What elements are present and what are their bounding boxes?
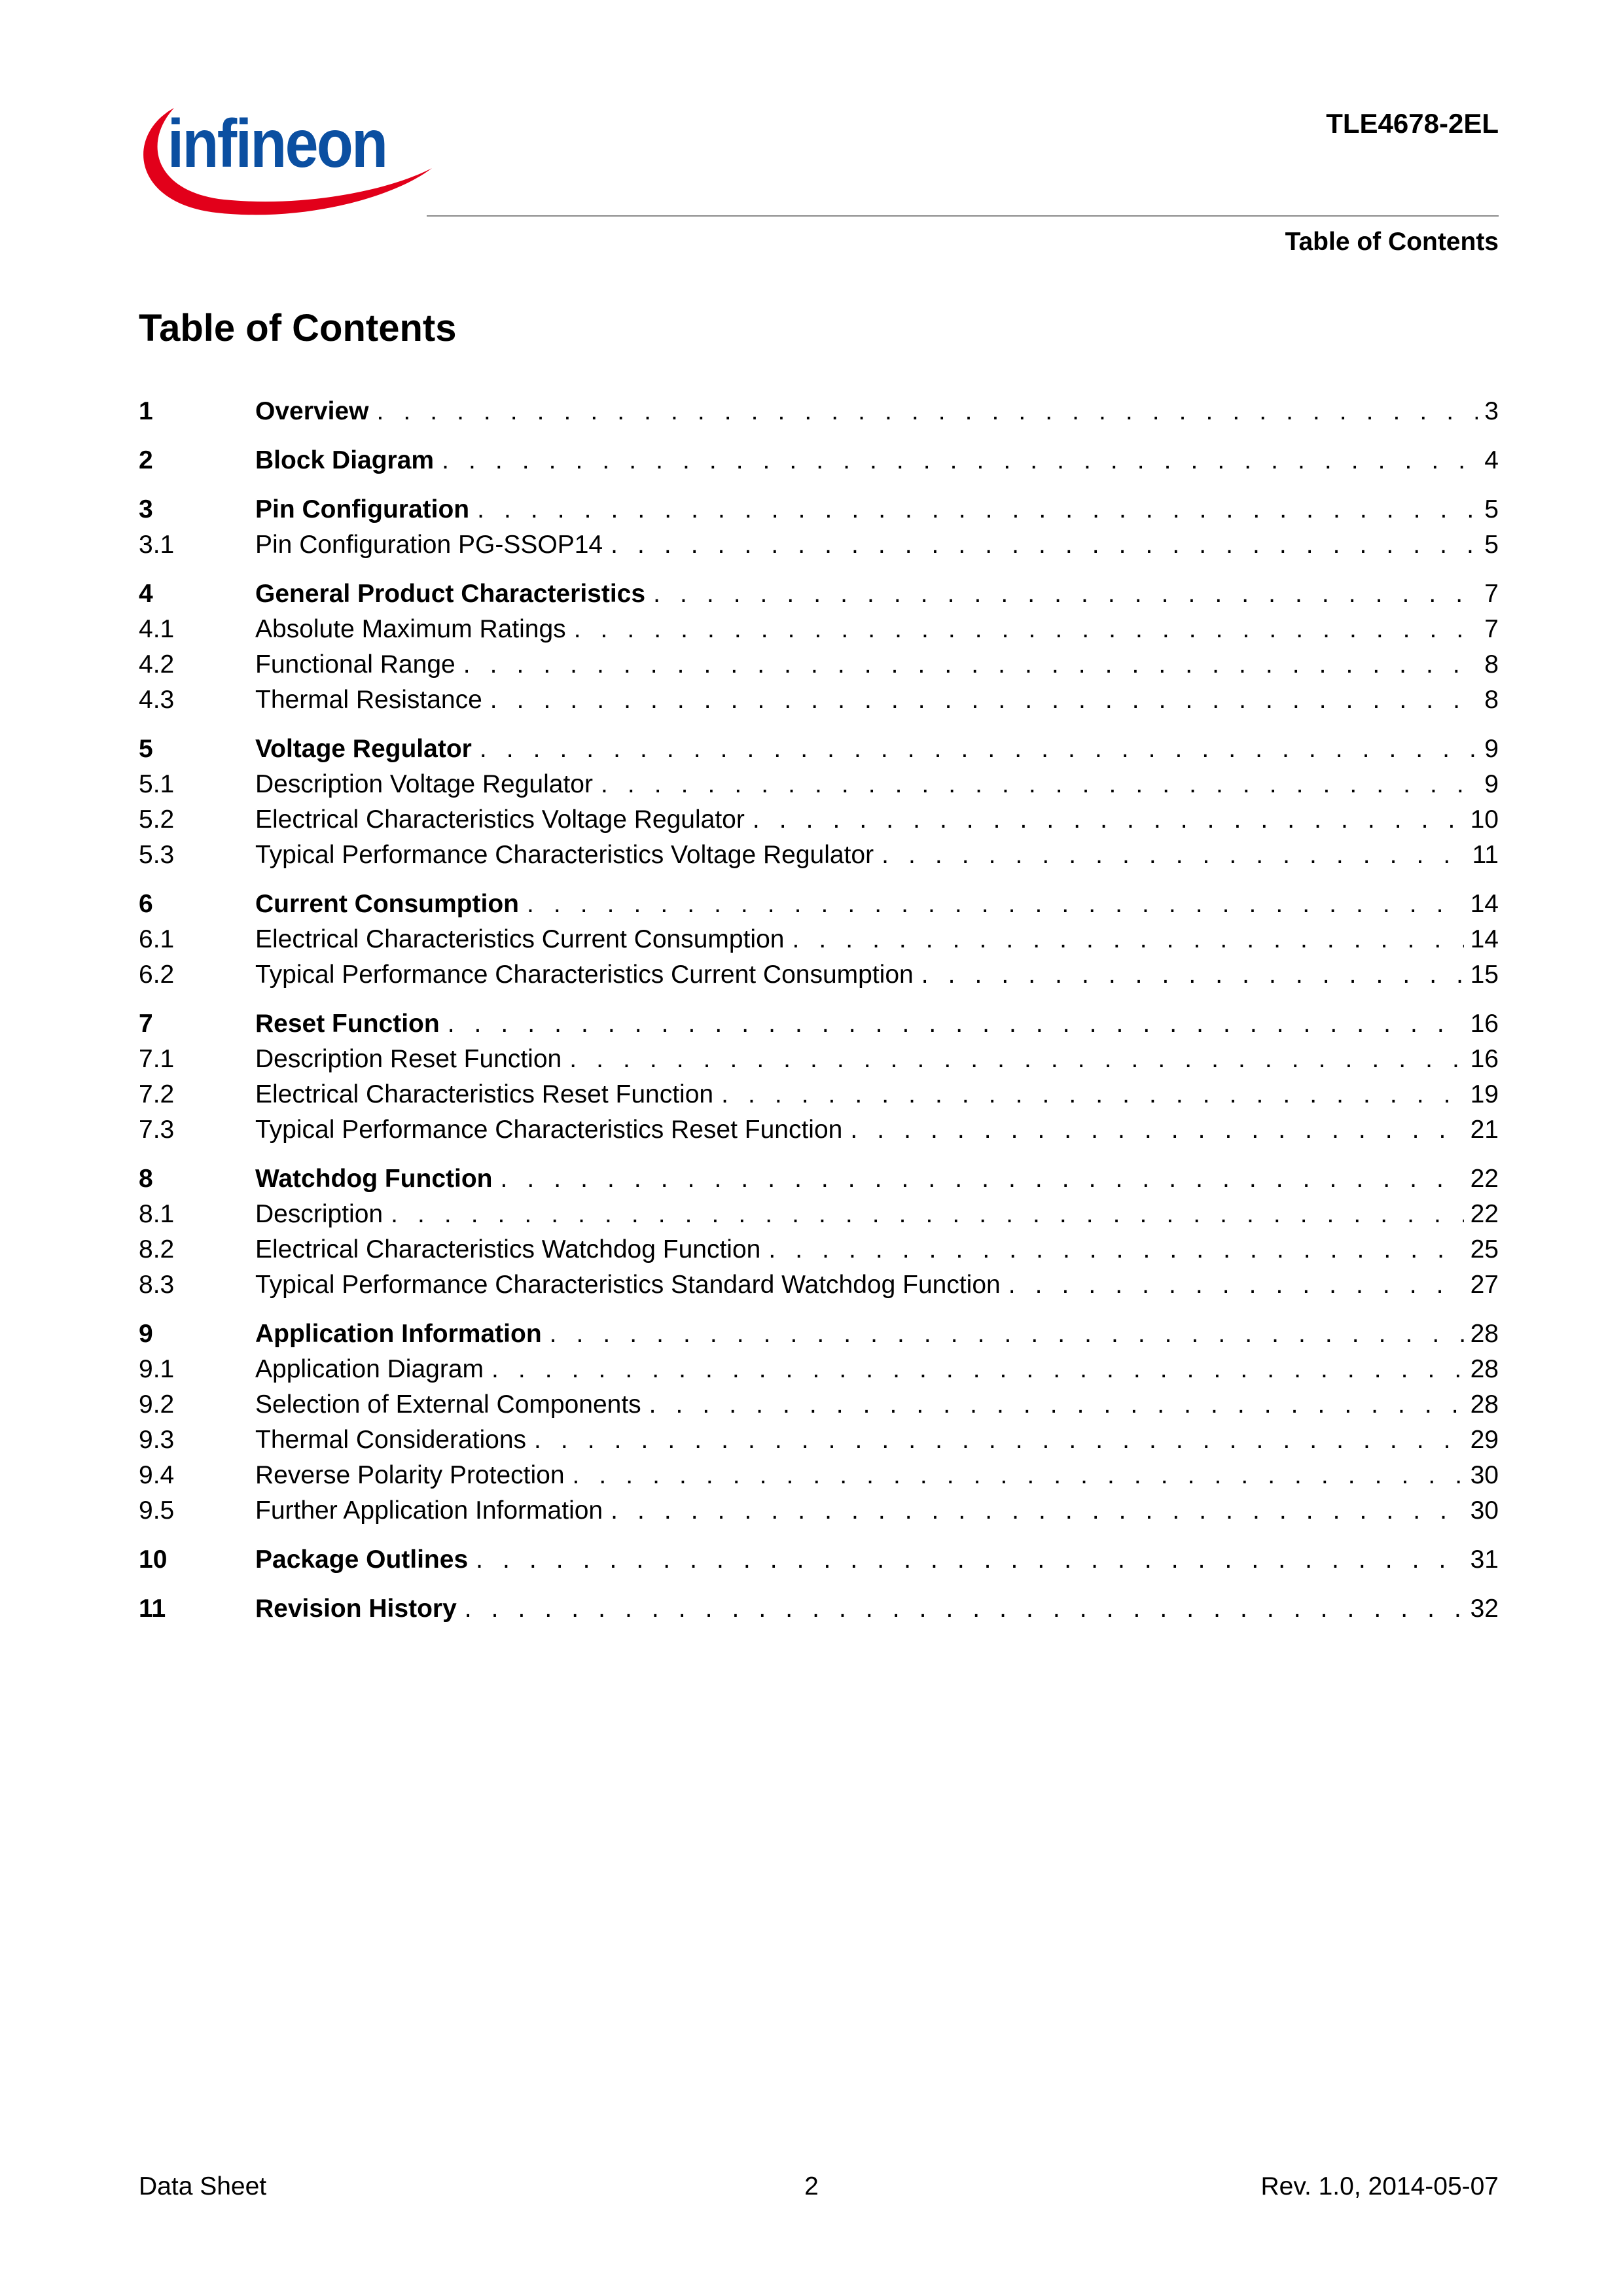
- toc-entry-number: 11: [139, 1595, 166, 1623]
- toc-section-entry[interactable]: [139, 957, 1499, 993]
- toc-entry-page: 5: [1484, 495, 1499, 523]
- toc-entry-page: 9: [1484, 735, 1499, 763]
- toc-section-entry[interactable]: [139, 802, 1499, 838]
- toc-chapter-entry[interactable]: [139, 443, 1499, 478]
- toc-section-entry[interactable]: [139, 1422, 1499, 1458]
- toc-chapter-entry[interactable]: [139, 394, 1499, 429]
- toc-entry-page: 7: [1484, 580, 1499, 608]
- toc-entry-page: 28: [1470, 1320, 1499, 1348]
- toc-entry-title: Typical Performance Characteristics Standard Watchdog Function: [255, 1271, 1001, 1299]
- toc-entry-number: 5.3: [139, 841, 175, 869]
- toc-entry-title: Thermal Considerations: [255, 1426, 527, 1454]
- toc-entry-page: 27: [1470, 1271, 1499, 1299]
- toc-entry-title: Absolute Maximum Ratings: [255, 615, 566, 643]
- page-title: Table of Contents: [139, 307, 457, 349]
- toc-entry-number: 8.1: [139, 1200, 175, 1228]
- toc-chapter-entry[interactable]: [139, 1542, 1499, 1578]
- toc-entry-number: 8: [139, 1165, 153, 1193]
- toc-entry-number: 3: [139, 495, 153, 523]
- header-section-name: Table of Contents: [1285, 228, 1499, 256]
- toc-dot-leader: [463, 647, 1478, 682]
- toc-entry-title: Description: [255, 1200, 383, 1228]
- toc-entry-page: 14: [1470, 890, 1499, 918]
- toc-section-entry[interactable]: [139, 1352, 1499, 1387]
- toc-dot-leader: [573, 1458, 1464, 1493]
- toc-entry-title: Reset Function: [255, 1010, 440, 1038]
- toc-chapter-group: [139, 394, 1499, 429]
- toc-entry-number: 6: [139, 890, 153, 918]
- toc-entry-number: 4.1: [139, 615, 175, 643]
- toc-entry-title: Watchdog Function: [255, 1165, 493, 1193]
- toc-dot-leader: [882, 838, 1465, 873]
- toc-entry-page: 32: [1470, 1595, 1499, 1623]
- toc-dot-leader: [753, 802, 1464, 838]
- toc-chapter-entry[interactable]: [139, 1316, 1499, 1352]
- toc-entry-title: Package Outlines: [255, 1545, 469, 1574]
- toc-dot-leader: [611, 1493, 1464, 1528]
- toc-section-entry[interactable]: [139, 1458, 1499, 1493]
- toc-dot-leader: [491, 1352, 1464, 1387]
- toc-entry-title: Overview: [255, 397, 369, 425]
- toc-entry-title: Revision History: [255, 1595, 457, 1623]
- toc-dot-leader: [550, 1316, 1464, 1352]
- toc-entry-title: Further Application Information: [255, 1496, 603, 1525]
- header-divider: [427, 215, 1499, 217]
- footer-doc-type: Data Sheet: [139, 2172, 267, 2200]
- toc-section-entry[interactable]: [139, 838, 1499, 873]
- toc-entry-title: Voltage Regulator: [255, 735, 472, 763]
- toc-entry-title: General Product Characteristics: [255, 580, 646, 608]
- toc-dot-leader: [490, 682, 1478, 718]
- toc-entry-number: 5.1: [139, 770, 175, 798]
- toc-entry-title: Electrical Characteristics Voltage Regulator: [255, 805, 745, 834]
- footer-page-number: 2: [804, 2172, 819, 2200]
- toc-section-entry[interactable]: [139, 527, 1499, 563]
- toc-entry-page: 21: [1470, 1116, 1499, 1144]
- toc-section-entry[interactable]: [139, 1042, 1499, 1077]
- toc-section-entry[interactable]: [139, 1197, 1499, 1232]
- toc-dot-leader: [376, 394, 1478, 429]
- toc-entry-number: 9.1: [139, 1355, 175, 1383]
- toc-dot-leader: [391, 1197, 1464, 1232]
- toc-chapter-group: [139, 1006, 1499, 1148]
- toc-entry-page: 31: [1470, 1545, 1499, 1574]
- toc-entry-title: Pin Configuration PG-SSOP14: [255, 531, 603, 559]
- toc-chapter-group: [139, 443, 1499, 478]
- toc-section-entry[interactable]: [139, 1493, 1499, 1528]
- toc-dot-leader: [465, 1591, 1464, 1627]
- toc-entry-title: Electrical Characteristics Reset Function: [255, 1080, 714, 1108]
- toc-section-entry[interactable]: [139, 647, 1499, 682]
- toc-section-entry[interactable]: [139, 612, 1499, 647]
- toc-entry-number: 7.3: [139, 1116, 175, 1144]
- toc-entry-number: 8.3: [139, 1271, 175, 1299]
- toc-entry-title: Application Information: [255, 1320, 542, 1348]
- toc-entry-number: 4: [139, 580, 153, 608]
- toc-entry-title: Description Voltage Regulator: [255, 770, 593, 798]
- toc-entry-page: 28: [1470, 1390, 1499, 1419]
- toc-dot-leader: [601, 767, 1478, 802]
- toc-entry-title: Pin Configuration: [255, 495, 470, 523]
- toc-chapter-group: [139, 1542, 1499, 1578]
- toc-entry-number: 4.3: [139, 686, 175, 714]
- toc-dot-leader: [611, 527, 1478, 563]
- toc-entry-title: Functional Range: [255, 650, 455, 679]
- toc-entry-title: Reverse Polarity Protection: [255, 1461, 565, 1489]
- toc-entry-title: Description Reset Function: [255, 1045, 562, 1073]
- toc-chapter-group: [139, 576, 1499, 718]
- toc-chapter-entry[interactable]: [139, 1006, 1499, 1042]
- toc-entry-page: 29: [1470, 1426, 1499, 1454]
- toc-entry-page: 28: [1470, 1355, 1499, 1383]
- toc-dot-leader: [476, 1542, 1463, 1578]
- toc-chapter-group: [139, 1161, 1499, 1303]
- toc-chapter-group: [139, 887, 1499, 993]
- toc-entry-number: 7.1: [139, 1045, 175, 1073]
- toc-entry-title: Typical Performance Characteristics Voltage Regulator: [255, 841, 874, 869]
- toc-entry-number: 5.2: [139, 805, 175, 834]
- toc-entry-number: 8.2: [139, 1235, 175, 1263]
- toc-entry-title: Typical Performance Characteristics Reset Function: [255, 1116, 843, 1144]
- toc-chapter-entry[interactable]: [139, 1161, 1499, 1197]
- toc-entry-number: 7: [139, 1010, 153, 1038]
- toc-section-entry[interactable]: [139, 1267, 1499, 1303]
- toc-section-entry[interactable]: [139, 922, 1499, 957]
- toc-section-entry[interactable]: [139, 1112, 1499, 1148]
- toc-chapter-entry[interactable]: [139, 492, 1499, 527]
- toc-entry-page: 16: [1470, 1010, 1499, 1038]
- toc-entry-number: 6.2: [139, 961, 175, 989]
- toc-section-entry[interactable]: [139, 682, 1499, 718]
- toc-entry-title: Electrical Characteristics Watchdog Function: [255, 1235, 761, 1263]
- toc-entry-number: 9.5: [139, 1496, 175, 1525]
- toc-entry-page: 22: [1470, 1165, 1499, 1193]
- table-of-contents: [139, 394, 1499, 1640]
- toc-dot-leader: [768, 1232, 1463, 1267]
- infineon-logo: [137, 88, 432, 226]
- toc-chapter-group: [139, 1591, 1499, 1627]
- toc-entry-number: 7.2: [139, 1080, 175, 1108]
- toc-entry-number: 9.3: [139, 1426, 175, 1454]
- toc-entry-number: 10: [139, 1545, 168, 1574]
- toc-entry-page: 14: [1470, 925, 1499, 953]
- toc-entry-title: Selection of External Components: [255, 1390, 641, 1419]
- toc-dot-leader: [721, 1077, 1464, 1112]
- toc-dot-leader: [534, 1422, 1464, 1458]
- toc-dot-leader: [477, 492, 1478, 527]
- toc-entry-number: 9.4: [139, 1461, 175, 1489]
- toc-dot-leader: [480, 732, 1478, 767]
- toc-entry-page: 11: [1472, 841, 1499, 869]
- toc-chapter-group: [139, 492, 1499, 563]
- toc-section-entry[interactable]: [139, 1232, 1499, 1267]
- toc-section-entry[interactable]: [139, 1077, 1499, 1112]
- toc-dot-leader: [442, 443, 1478, 478]
- toc-entry-page: 30: [1470, 1461, 1499, 1489]
- toc-dot-leader: [574, 612, 1478, 647]
- toc-entry-page: 22: [1470, 1200, 1499, 1228]
- toc-entry-page: 30: [1470, 1496, 1499, 1525]
- toc-entry-number: 9.2: [139, 1390, 175, 1419]
- toc-entry-number: 5: [139, 735, 153, 763]
- toc-chapter-entry[interactable]: [139, 1591, 1499, 1627]
- toc-entry-number: 2: [139, 446, 153, 474]
- toc-entry-page: 19: [1470, 1080, 1499, 1108]
- toc-dot-leader: [1008, 1267, 1464, 1303]
- toc-chapter-entry[interactable]: [139, 732, 1499, 767]
- toc-chapter-group: [139, 1316, 1499, 1528]
- toc-entry-page: 7: [1484, 615, 1499, 643]
- toc-entry-number: 1: [139, 397, 153, 425]
- toc-entry-page: 4: [1484, 446, 1499, 474]
- toc-section-entry[interactable]: [139, 1387, 1499, 1422]
- toc-entry-number: 9: [139, 1320, 153, 1348]
- toc-chapter-group: [139, 732, 1499, 873]
- toc-entry-number: 6.1: [139, 925, 175, 953]
- toc-entry-title: Application Diagram: [255, 1355, 484, 1383]
- toc-entry-number: 4.2: [139, 650, 175, 679]
- toc-chapter-entry[interactable]: [139, 576, 1499, 612]
- toc-entry-page: 16: [1470, 1045, 1499, 1073]
- toc-dot-leader: [792, 922, 1463, 957]
- toc-dot-leader: [500, 1161, 1463, 1197]
- toc-entry-title: Typical Performance Characteristics Current Consumption: [255, 961, 914, 989]
- toc-entry-page: 15: [1470, 961, 1499, 989]
- toc-entry-number: 3.1: [139, 531, 175, 559]
- footer-revision: Rev. 1.0, 2014-05-07: [1260, 2172, 1499, 2200]
- toc-entry-page: 9: [1484, 770, 1499, 798]
- toc-dot-leader: [850, 1112, 1463, 1148]
- toc-entry-title: Current Consumption: [255, 890, 519, 918]
- toc-entry-page: 8: [1484, 686, 1499, 714]
- toc-dot-leader: [569, 1042, 1463, 1077]
- toc-entry-title: Electrical Characteristics Current Consumption: [255, 925, 785, 953]
- toc-entry-title: Thermal Resistance: [255, 686, 482, 714]
- toc-entry-page: 3: [1484, 397, 1499, 425]
- toc-dot-leader: [653, 576, 1478, 612]
- toc-dot-leader: [448, 1006, 1464, 1042]
- toc-entry-page: 10: [1470, 805, 1499, 834]
- toc-dot-leader: [527, 887, 1464, 922]
- toc-entry-page: 5: [1484, 531, 1499, 559]
- document-title: TLE4678-2EL: [1326, 108, 1499, 139]
- toc-section-entry[interactable]: [139, 767, 1499, 802]
- toc-dot-leader: [921, 957, 1464, 993]
- logo-wordmark: infineon: [167, 105, 387, 182]
- toc-entry-page: 8: [1484, 650, 1499, 679]
- toc-entry-page: 25: [1470, 1235, 1499, 1263]
- toc-chapter-entry[interactable]: [139, 887, 1499, 922]
- toc-dot-leader: [649, 1387, 1464, 1422]
- toc-entry-title: Block Diagram: [255, 446, 435, 474]
